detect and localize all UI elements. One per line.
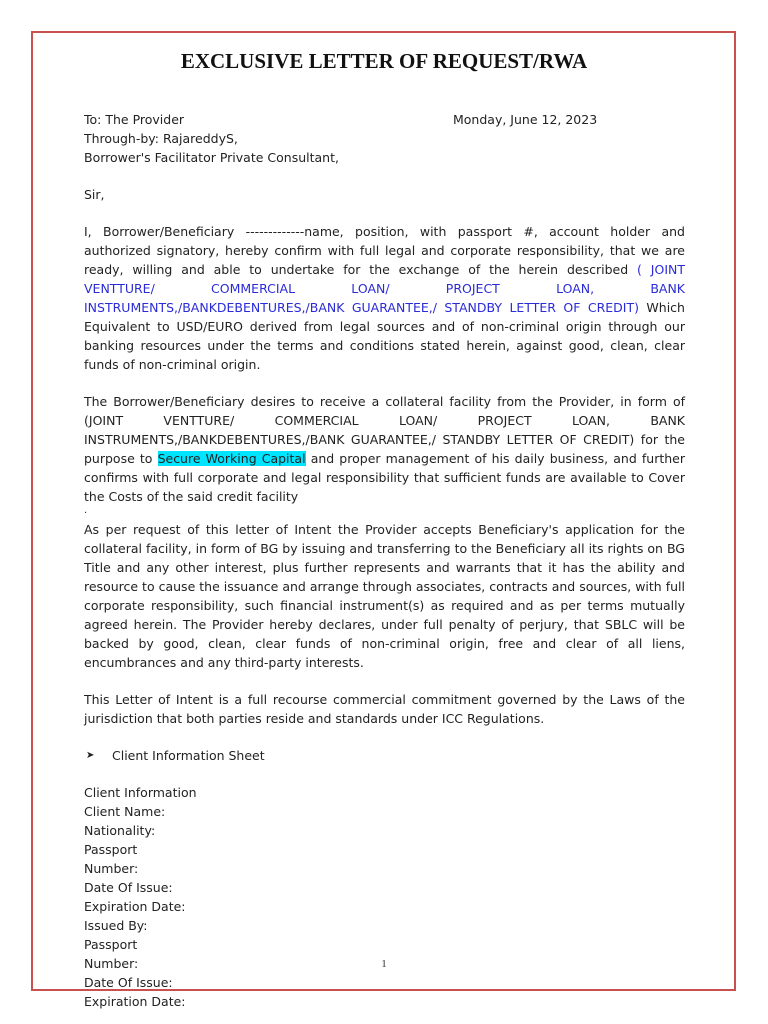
client-field: Client Information <box>84 785 197 800</box>
bullet-client-info-sheet <box>84 746 685 765</box>
stray-dot: . <box>84 505 88 516</box>
client-field: Date Of Issue: <box>84 975 173 990</box>
bullet-label: Client Information Sheet <box>112 748 265 763</box>
letter-body <box>84 110 685 1011</box>
client-field: Expiration Date: <box>84 899 186 914</box>
salutation: Sir, <box>84 187 105 202</box>
header-row <box>84 110 685 129</box>
facilitator-line: Borrower's Facilitator Private Consultant, <box>84 150 339 165</box>
client-field: Passport <box>84 937 138 952</box>
document-title: EXCLUSIVE LETTER OF REQUEST/RWA <box>180 49 588 73</box>
paragraph-request-instruments: ( JOINT VENTTURE/ COMMERCIAL LOAN/ PROJECT LOAN, BANK INSTRUMENTS,/BANKDEBENTURES,/BANK GUARANTEE,/ STANDBY LETTER OF CREDIT) <box>84 262 685 315</box>
through-line: Through-by: RajareddyS, <box>84 131 238 146</box>
arrow-bullet-icon: ➤ <box>86 750 95 761</box>
paragraph-facility-text-a: The Borrower/Beneficiary desires to receive a collateral facility from the Provider, in form of (JOINT VENTTURE/ COMMERCIAL LOAN/ PROJECT LOAN, BANK INSTRUMENTS,/BANKDEBENTURES,/BANK GUARANTEE,/ STANDBY LETTER OF CREDIT) for the purpose to <box>84 394 685 466</box>
highlighted-phrase: Secure Working Capital <box>157 451 306 466</box>
client-field: Number: <box>84 956 139 971</box>
client-field: Passport <box>84 842 138 857</box>
client-field: Expiration Date: <box>84 994 186 1009</box>
client-field: Client Name: <box>84 804 166 819</box>
paragraph-request-text-a: I, Borrower/Beneficiary -------------name, position, with passport #, account holder and authorized signatory, hereby confirm with full legal and corporate responsibility, that we are ready, willing and able to undertake for the exchange of the herein described <box>84 224 685 277</box>
paragraph-facility-text-b: and proper management of his daily business, and further confirms with full corporate and legal responsibility that sufficient funds are available to Cover the Costs of the said credit facility <box>84 451 685 504</box>
client-field: Issued By: <box>84 918 148 933</box>
client-field: Nationality: <box>84 823 156 838</box>
paragraph-facility <box>84 392 685 506</box>
client-field: Date Of Issue: <box>84 880 173 895</box>
page-number: 1 <box>381 958 387 970</box>
paragraph-commitment: This Letter of Intent is a full recourse commercial commitment governed by the Laws of the jurisdiction that both parties reside and standards under ICC Regulations. <box>84 692 685 726</box>
paragraph-request <box>84 222 685 374</box>
client-field: Number: <box>84 861 139 876</box>
paragraph-acceptance: As per request of this letter of Intent the Provider accepts Beneficiary's application for the collateral facility, in form of BG by issuing and transferring to the Beneficiary all its rights on BG Title and any other interest, plus further represents and warrants that it has the ability and resource to cause the issuance and arrange through associates, contracts and sources, with full corporate responsibility, such financial instrument(s) as required and as per terms mutually agreed herein. The Provider hereby declares, under full penalty of perjury, that SBLC will be backed by good, clean, clear funds of non-criminal origin, free and clear of all liens, encumbrances and any third-party interests. <box>84 522 685 670</box>
client-information-list <box>84 783 685 1011</box>
paragraph-request-text-b: Which Equivalent to USD/EURO derived from legal sources and of non-criminal origin through our banking resources under the terms and conditions stated herein, against good, clean, clear funds of non-criminal origin. <box>84 300 685 372</box>
letter-date: Monday, June 12, 2023 <box>453 112 598 127</box>
recipient-line: To: The Provider <box>84 112 185 127</box>
